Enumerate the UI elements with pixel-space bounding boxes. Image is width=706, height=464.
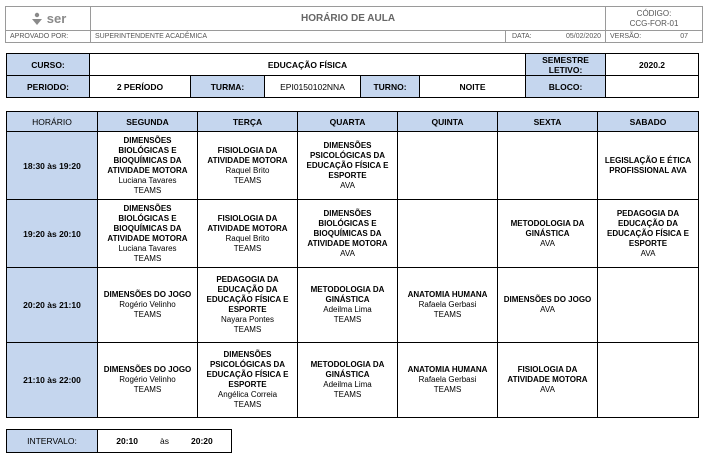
class-modality: AVA [340,180,355,190]
class-modality: TEAMS [233,243,262,253]
class-cell [98,132,198,200]
code-cell [606,7,703,31]
professor-name: Rogério Velinho [119,300,176,309]
class-modality: AVA [540,305,555,314]
class-modality: TEAMS [133,310,162,319]
class-cell [198,343,298,418]
class-modality: TEAMS [133,385,162,394]
class-modality: TEAMS [133,253,162,263]
interval-start: 20:10 [116,436,138,446]
curso-value: EDUCAÇÃO FÍSICA [90,54,526,76]
course-name: LEGISLAÇÃO E ÉTICA PROFISSIONAL AVA [604,155,692,175]
course-name: DIMENSÕES DO JOGO [503,295,592,304]
header-segunda: SEGUNDA [98,112,198,132]
class-modality: AVA [340,248,355,258]
class-modality: AVA [640,248,656,258]
version-cell [606,31,703,43]
class-cell [398,132,498,200]
course-name: METODOLOGIA DA GINÁSTICA [510,218,585,238]
logo-cell [6,7,91,31]
class-cell [298,343,398,418]
turma-value: EPI0150102NNA [265,76,361,98]
date-cell [506,31,606,43]
header-terca: TERÇA [198,112,298,132]
course-name: DIMENSÕES BIOLÓGICAS E BIOQUÍMICAS DA ATIVIDADE MOTORA [307,208,388,248]
class-modality: TEAMS [233,325,262,334]
header-sexta: SEXTA [498,112,598,132]
professor-name: Angélica Correia [217,390,278,399]
professor-name: Rafaela Gerbasi [418,300,477,309]
class-cell [98,200,198,268]
course-name: PEDAGOGIA DA EDUCAÇÃO DA EDUCAÇÃO FÍSICA E ESPORTE [206,275,289,314]
class-modality: TEAMS [133,185,162,195]
header-horario: HORÁRIO [7,112,98,132]
course-name: DIMENSÕES DO JOGO [103,365,192,374]
version-value: 07 [680,33,689,40]
class-cell [598,132,699,200]
course-name: DIMENSÕES PSICOLÓGICAS DA EDUCAÇÃO FÍSICA E ESPORTE [306,140,389,180]
document-title: HORÁRIO DE AULA [91,7,606,31]
class-modality: TEAMS [433,385,462,394]
course-name: DIMENSÕES BIOLÓGICAS E BIOQUÍMICAS DA ATIVIDADE MOTORA [107,135,188,175]
class-cell [98,343,198,418]
semestre-label: SEMESTRE LETIVO: [526,54,606,76]
course-name: FISIOLOGIA DA ATIVIDADE MOTORA [207,213,288,233]
course-name: FISIOLOGIA DA ATIVIDADE MOTORA [507,365,588,384]
date-value: 05/02/2020 [565,33,602,40]
semestre-value: 2020.2 [606,54,699,76]
document-header [5,6,703,43]
interval-value [98,430,232,453]
time-slot: 20:20 às 21:10 [7,268,98,343]
class-modality: TEAMS [233,175,262,185]
header-quinta: QUINTA [398,112,498,132]
curso-label: CURSO: [7,54,90,76]
logo-text: ser [46,11,67,26]
schedule-header-row [7,112,699,132]
bloco-value [606,76,699,98]
course-name: FISIOLOGIA DA ATIVIDADE MOTORA [207,145,288,165]
professor-name: Rafaela Gerbasi [418,375,477,384]
bloco-label: BLOCO: [526,76,606,98]
time-slot: 21:10 às 22:00 [7,343,98,418]
class-modality: AVA [540,385,555,394]
table-row [7,343,699,418]
course-name: METODOLOGIA DA GINÁSTICA [310,285,385,304]
approved-value: SUPERINTENDENTE ACADÊMICA [91,31,506,43]
schedule-table [6,111,699,418]
header-sabado: SABADO [598,112,699,132]
class-modality: TEAMS [333,390,362,399]
class-cell [498,268,598,343]
professor-name: Raquel Brito [225,165,270,175]
class-cell [198,268,298,343]
approved-label: APROVADO POR: [6,31,91,43]
table-row [7,268,699,343]
periodo-value: 2 PERÍODO [90,76,191,98]
version-label: VERSÃO: [610,33,642,40]
table-row [7,132,699,200]
logo-mark-icon [30,12,44,26]
class-cell [198,200,298,268]
interval-table [6,429,232,453]
class-cell [398,343,498,418]
professor-name: Luciana Tavares [118,243,177,253]
course-name: PEDAGOGIA DA EDUCAÇÃO DA EDUCAÇÃO FÍSICA E ESPORTE [607,208,689,248]
class-modality: AVA [540,238,555,248]
professor-name: Rogério Velinho [119,375,176,384]
time-slot: 18:30 às 19:20 [7,132,98,200]
code-label: CÓDIGO: [636,8,672,18]
professor-name: Adeilma Lima [323,380,372,389]
class-cell [598,343,699,418]
date-label: DATA: [512,33,532,40]
turma-label: TURMA: [191,76,265,98]
code-value: CCG-FOR-01 [629,18,679,28]
interval-label: INTERVALO: [7,430,98,453]
course-name: DIMENSÕES PSICOLÓGICAS DA EDUCAÇÃO FÍSICA E ESPORTE [206,350,289,389]
course-name: DIMENSÕES DO JOGO [103,290,192,299]
course-info-table [6,53,699,98]
class-cell [398,200,498,268]
time-slot: 19:20 às 20:10 [7,200,98,268]
class-cell [498,200,598,268]
turno-label: TURNO: [361,76,420,98]
professor-name: Nayara Pontes [221,315,274,324]
class-cell [398,268,498,343]
class-cell [198,132,298,200]
course-name: DIMENSÕES BIOLÓGICAS E BIOQUÍMICAS DA ATIVIDADE MOTORA [107,203,188,243]
turno-value: NOITE [420,76,526,98]
ser-logo [6,11,90,26]
class-modality: TEAMS [333,315,362,324]
class-modality: TEAMS [433,310,462,319]
class-cell [298,132,398,200]
interval-end: 20:20 [191,436,213,446]
class-cell [98,268,198,343]
professor-name: Raquel Brito [225,233,270,243]
class-cell [298,268,398,343]
table-row [7,200,699,268]
course-name: ANATOMIA HUMANA [407,290,488,299]
professor-name: Adeilma Lima [323,305,372,314]
header-quarta: QUARTA [298,112,398,132]
class-cell [498,132,598,200]
course-name: METODOLOGIA DA GINÁSTICA [310,360,385,379]
course-name: ANATOMIA HUMANA [407,365,488,374]
class-cell [298,200,398,268]
class-cell [498,343,598,418]
class-modality: TEAMS [233,400,262,409]
class-cell [598,268,699,343]
periodo-label: PERIODO: [7,76,90,98]
professor-name: Luciana Tavares [118,175,177,185]
class-cell [598,200,699,268]
interval-sep: às [160,436,169,446]
